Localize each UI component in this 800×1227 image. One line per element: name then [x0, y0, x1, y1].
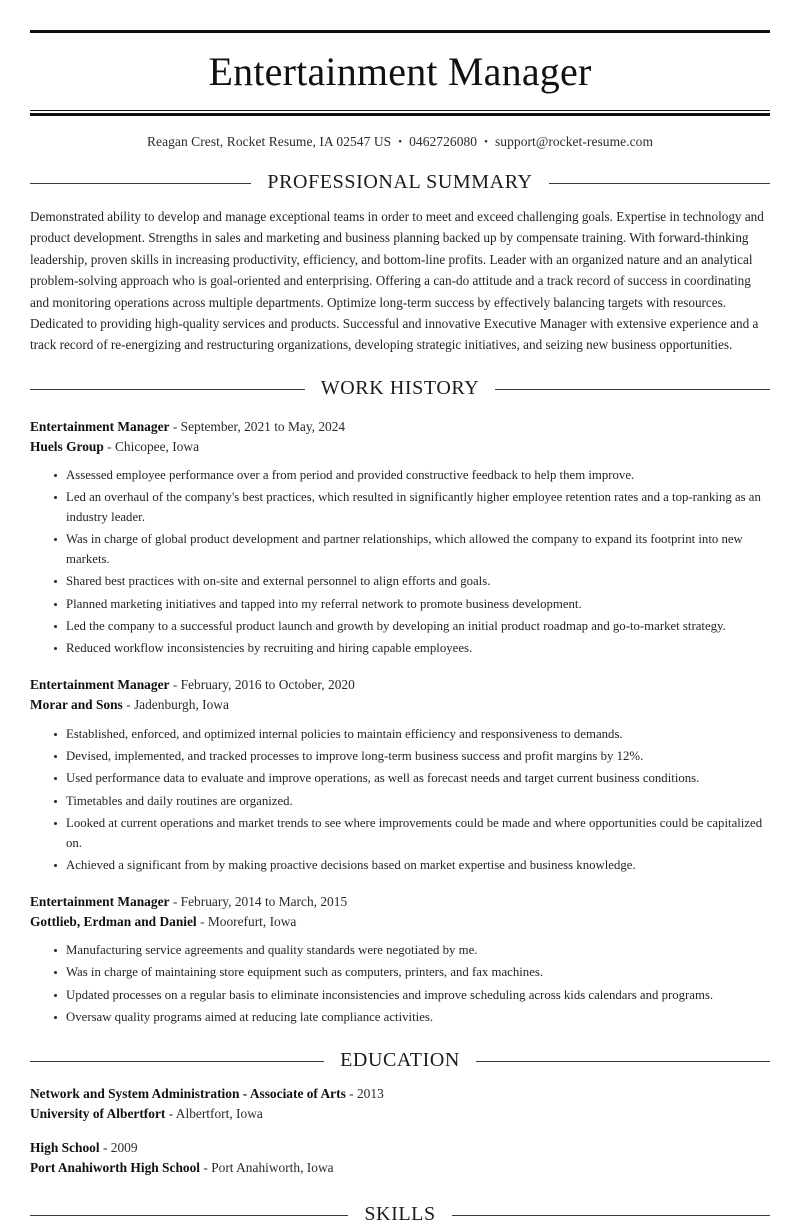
job-dash: - [126, 697, 131, 713]
job-position: Entertainment Manager [30, 677, 170, 693]
job-company-line [30, 437, 770, 457]
contact-phone: 0462726080 [409, 134, 478, 149]
education-dash: - [102, 1140, 108, 1156]
job-entry [30, 417, 770, 660]
education-location: Port Anahiworth, Iowa [211, 1160, 334, 1176]
section-title-skills: SKILLS [364, 1203, 436, 1226]
job-bullet: Reduced workflow inconsistencies by recruiting and hiring capable employees. [54, 639, 770, 659]
job-location: Moorefurt, Iowa [207, 913, 297, 929]
job-location: Chicopee, Iowa [114, 438, 200, 454]
job-company-line [30, 695, 770, 715]
education-year: 2013 [356, 1085, 384, 1101]
education-school: Port Anahiworth High School [30, 1160, 201, 1176]
section-rule-left [30, 1215, 348, 1216]
resume-page [0, 30, 800, 1226]
section-rule-right [452, 1215, 770, 1216]
job-bullet: Devised, implemented, and tracked processes to improve long-term business success and profit margins by 12%. [54, 747, 770, 767]
section-rule-right [495, 389, 770, 390]
section-rule-left [30, 183, 251, 184]
job-dash: - [172, 893, 178, 909]
section-rule-right [549, 183, 770, 184]
job-position-line [30, 417, 770, 437]
resume-title: Entertainment Manager [208, 49, 592, 94]
job-entry [30, 892, 770, 1028]
resume-header [30, 30, 770, 150]
job-company: Morar and Sons [30, 697, 123, 713]
section-rule-left [30, 389, 305, 390]
job-bullet: Led the company to a successful product launch and growth by developing an initial product roadmap and go-to-market strategy. [54, 617, 770, 637]
section-header-work-history [30, 378, 770, 401]
job-dash: - [172, 418, 178, 434]
job-dash: - [107, 438, 112, 454]
job-dash: - [200, 913, 205, 929]
education-dash: - [203, 1160, 208, 1176]
job-bullet: Was in charge of global product development and partner relationships, which allowed the company to expand its footprint into new markets. [54, 530, 770, 570]
contact-line [30, 116, 770, 150]
header-bottom-rule-thin [30, 110, 770, 111]
section-rule-right [476, 1061, 770, 1062]
job-bullet: Shared best practices with on-site and external personnel to align efforts and goals. [54, 572, 770, 592]
job-bullet: Led an overhaul of the company's best practices, which resulted in significantly higher employee retention rates and a top-ranking as an industry leader. [54, 488, 770, 528]
section-title-education: EDUCATION [340, 1048, 460, 1071]
job-position-line [30, 892, 770, 912]
job-bullet: Updated processes on a regular basis to eliminate inconsistencies and improve scheduling across kids calendars and programs. [54, 986, 770, 1006]
job-bullet-list [30, 941, 770, 1028]
job-entry [30, 675, 770, 876]
education-school-line [30, 1158, 770, 1178]
job-position: Entertainment Manager [30, 893, 170, 909]
education-year: 2009 [110, 1140, 138, 1156]
education-school: University of Albertfort [30, 1105, 166, 1121]
education-entry [30, 1084, 770, 1124]
job-bullet-list [30, 725, 770, 876]
job-bullet: Achieved a significant from by making proactive decisions based on market expertise and business knowledge. [54, 856, 770, 876]
job-position-line [30, 675, 770, 695]
education-degree-line [30, 1138, 770, 1158]
job-position: Entertainment Manager [30, 418, 170, 434]
job-bullet: Established, enforced, and optimized internal policies to maintain efficiency and responsiveness to demands. [54, 725, 770, 745]
section-header-summary [30, 172, 770, 195]
job-bullet: Planned marketing initiatives and tapped into my referral network to promote business development. [54, 595, 770, 615]
section-title-work-history: WORK HISTORY [320, 376, 480, 399]
education-entry [30, 1138, 770, 1178]
education-location: Albertfort, Iowa [175, 1105, 263, 1121]
education-degree: High School [30, 1140, 100, 1156]
job-dates: September, 2021 to May, 2024 [180, 418, 346, 434]
education-degree: Network and System Administration - Associate of Arts [30, 1085, 346, 1101]
contact-email[interactable]: support@rocket-resume.com [495, 134, 654, 149]
contact-separator-1: • [398, 136, 403, 148]
job-company: Huels Group [30, 438, 104, 454]
job-bullet: Timetables and daily routines are organized. [54, 792, 770, 812]
section-rule-left [30, 1061, 324, 1062]
job-company: Gottlieb, Erdman and Daniel [30, 913, 197, 929]
job-bullet: Oversaw quality programs aimed at reducing late compliance activities. [54, 1008, 770, 1028]
section-header-skills [30, 1204, 770, 1227]
section-title-summary: PROFESSIONAL SUMMARY [267, 171, 533, 193]
job-bullet: Manufacturing service agreements and quality standards were negotiated by me. [54, 941, 770, 961]
job-bullet-list [30, 466, 770, 659]
education-dash: - [168, 1105, 174, 1121]
section-header-education [30, 1050, 770, 1073]
education-degree-line [30, 1084, 770, 1104]
job-dates: February, 2014 to March, 2015 [180, 893, 348, 909]
contact-address: Reagan Crest, Rocket Resume, IA 02547 US [146, 134, 392, 149]
job-dash: - [172, 677, 178, 693]
job-dates: February, 2016 to October, 2020 [180, 677, 355, 693]
job-bullet: Looked at current operations and market trends to see where improvements could be made and where opportunities could be capitalized on. [54, 814, 770, 854]
education-dash: - [349, 1085, 354, 1101]
education-school-line [30, 1104, 770, 1124]
job-bullet: Was in charge of maintaining store equipment such as computers, printers, and fax machines. [54, 963, 770, 983]
summary-text: Demonstrated ability to develop and manage exceptional teams in order to meet and exceed challenging goals. Expertise in technology and product development. Strengths in sales and marketing and business planning backed up by compensate training. With forward-thinking leadership, proven skills in increasing productivity, efficiency, and bottom-line profits. Leader with an organized nature and an analytical problem-solving approach who is goal-oriented and enterprising. Offering a can-do attitude and a track record of success in coordinating and monitoring operations across multiple departments. Optimize long-term success by effectively balancing targets with resources. Dedicated to providing high-quality services and products. Successful and innovative Executive Manager with extensive experience and a track record of re-energizing and restructuring organizations, developing strategic initiatives, and seizing new business opportunities. [30, 209, 764, 353]
job-bullet: Assessed employee performance over a from period and provided constructive feedback to help them improve. [54, 466, 770, 486]
job-location: Jadenburgh, Iowa [133, 697, 229, 713]
job-company-line [30, 912, 770, 932]
job-bullet: Used performance data to evaluate and improve operations, as well as forecast needs and target current business conditions. [54, 769, 770, 789]
contact-separator-2: • [484, 136, 488, 148]
